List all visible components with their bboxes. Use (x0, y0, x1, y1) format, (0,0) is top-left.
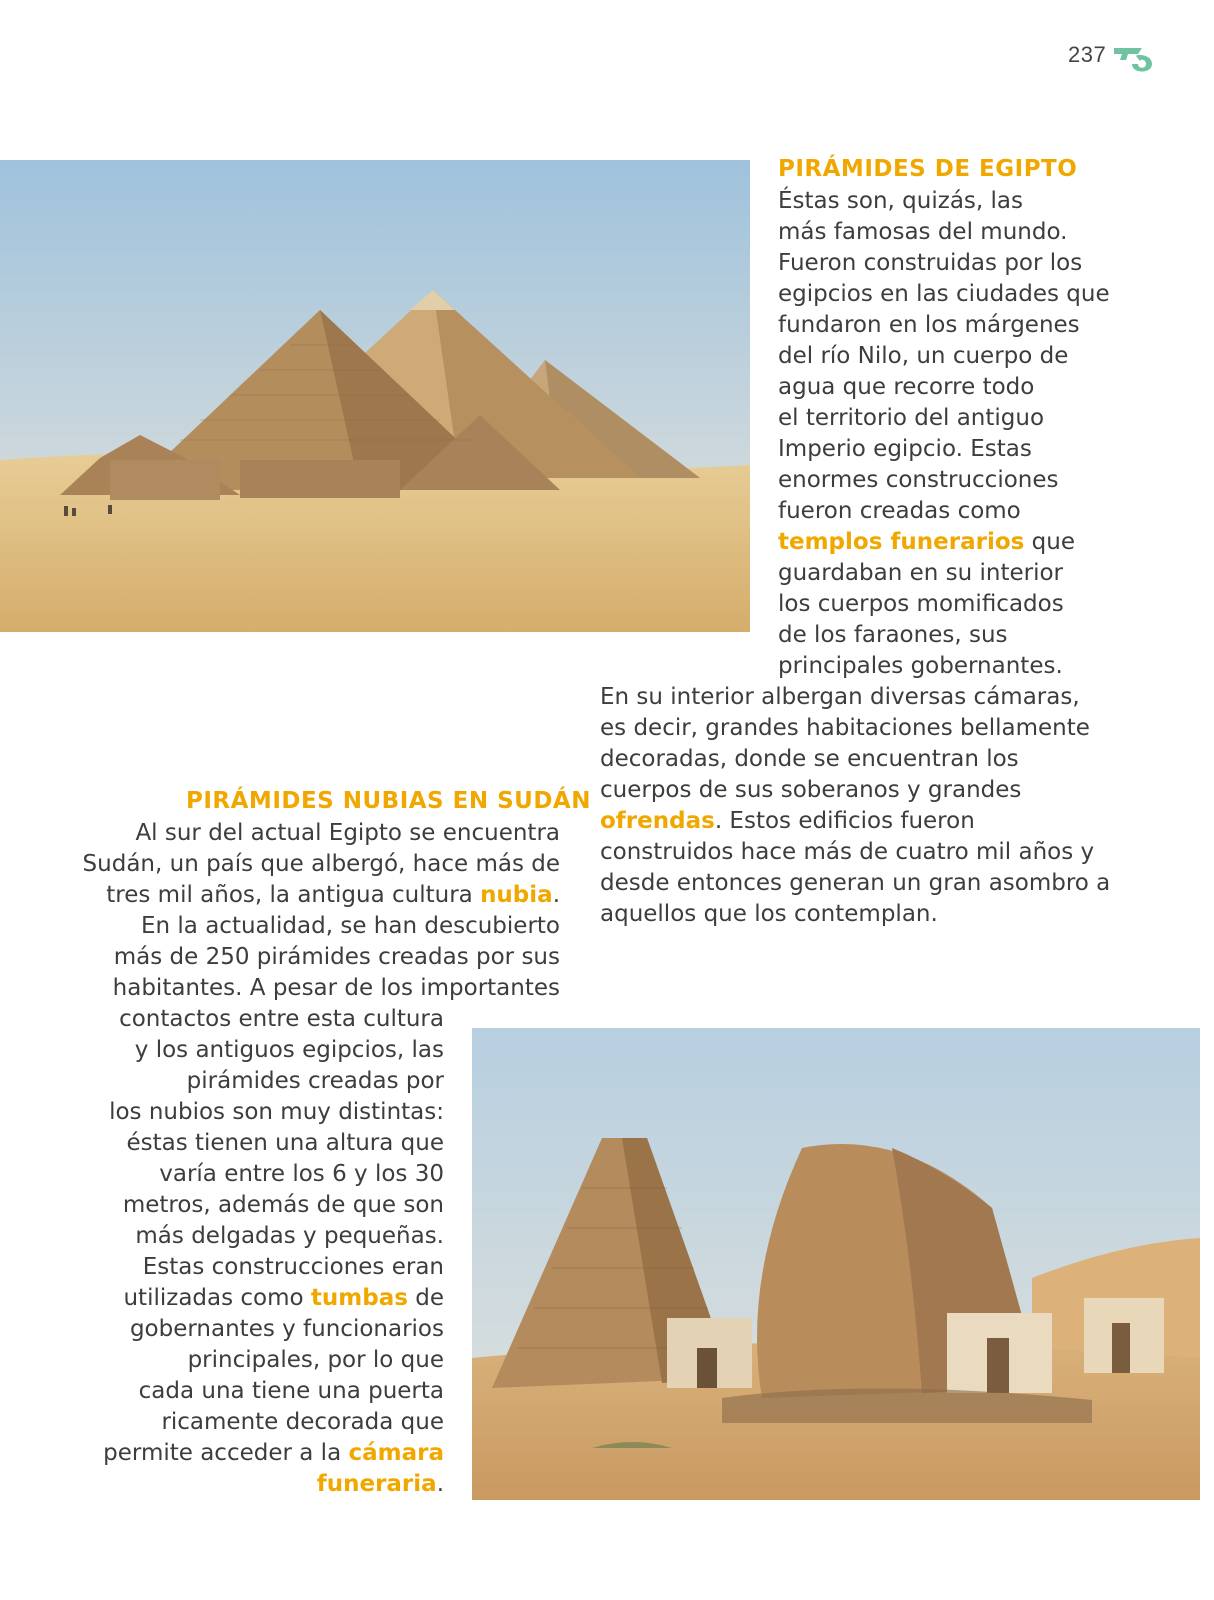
text-line: En la actualidad, se han descubierto (141, 913, 560, 939)
text-line: metros, además de que son (122, 1192, 444, 1218)
text-line: los cuerpos momificados (778, 591, 1064, 617)
keyword-nubia: nubia (480, 882, 553, 908)
keyword-camara: cámara (348, 1440, 444, 1466)
text-line: agua que recorre todo (778, 374, 1035, 400)
text-line: desde entonces generan un gran asombro a (600, 870, 1111, 896)
text-line (778, 527, 1110, 558)
text-line: contactos entre esta cultura (119, 1006, 444, 1032)
text-line (83, 880, 560, 911)
text-line: Estas construcciones eran (142, 1254, 444, 1280)
page-number: 237 (1068, 42, 1107, 67)
text-line: fueron creadas como (778, 498, 1021, 524)
text-line: Al sur del actual Egipto se encuentra (135, 820, 560, 846)
text-line: principales gobernantes. (778, 653, 1063, 679)
text-line: gobernantes y funcionarios (129, 1316, 444, 1342)
text-line: cuerpos de sus soberanos y grandes (600, 777, 1022, 803)
text-line: Fueron construidas por los (778, 250, 1083, 276)
nubia-paragraph-upper (83, 818, 560, 1004)
text-line: el territorio del antiguo (778, 405, 1045, 431)
keyword-templos-funerarios: templos funerarios (778, 529, 1025, 555)
text-fragment: . (436, 1471, 444, 1497)
egypt-paragraph-upper (778, 186, 1110, 682)
text-fragment: utilizadas como (123, 1285, 304, 1311)
publisher-logo-icon (1112, 44, 1154, 76)
text-line: decoradas, donde se encuentran los (600, 746, 1019, 772)
text-line: cada una tiene una puerta (138, 1378, 444, 1404)
text-line: varía entre los 6 y los 30 (159, 1161, 444, 1187)
text-line: enormes construcciones (778, 467, 1059, 493)
egypt-heading: PIRÁMIDES DE EGIPTO (778, 156, 1078, 182)
text-line (103, 1469, 444, 1500)
text-line: éstas tienen una altura que (126, 1130, 444, 1156)
text-line: habitantes. A pesar de los importantes (112, 975, 560, 1001)
text-fragment: tres mil años, la antigua cultura (106, 882, 473, 908)
text-fragment: permite acceder a la (103, 1440, 342, 1466)
text-line: Imperio egipcio. Estas (778, 436, 1032, 462)
keyword-ofrendas: ofrendas (600, 808, 715, 834)
nubia-heading: PIRÁMIDES NUBIAS EN SUDÁN (186, 788, 591, 814)
text-line: más famosas del mundo. (778, 219, 1068, 245)
text-line: los nubios son muy distintas: (109, 1099, 444, 1125)
text-line: de los faraones, sus (778, 622, 1008, 648)
text-fragment: que (1024, 529, 1075, 555)
nubia-paragraph-lower (103, 1004, 444, 1500)
text-line (103, 1283, 444, 1314)
text-line: Sudán, un país que albergó, hace más de (82, 851, 560, 877)
nubian-pyramids-photo (472, 1028, 1200, 1500)
text-line: principales, por lo que (187, 1347, 444, 1373)
text-fragment: . Estos edificios fueron (714, 808, 975, 834)
text-fragment: . (552, 882, 560, 908)
text-line: pirámides creadas por (186, 1068, 444, 1094)
egypt-paragraph-lower (600, 682, 1110, 930)
text-line: del río Nilo, un cuerpo de (778, 343, 1069, 369)
text-line: Éstas son, quizás, las (778, 188, 1023, 214)
text-fragment: de (407, 1285, 444, 1311)
keyword-tumbas: tumbas (310, 1285, 408, 1311)
text-line: más delgadas y pequeñas. (135, 1223, 444, 1249)
text-line (600, 806, 1110, 837)
text-line: ricamente decorada que (161, 1409, 444, 1435)
text-line: construidos hace más de cuatro mil años y (600, 839, 1095, 865)
text-line: guardaban en su interior (778, 560, 1064, 586)
text-line: más de 250 pirámides creadas por sus (113, 944, 560, 970)
text-line: En su interior albergan diversas cámaras, (600, 684, 1080, 710)
text-line: y los antiguos egipcios, las (134, 1037, 444, 1063)
giza-pyramids-photo (0, 160, 750, 632)
text-line: egipcios en las ciudades que (778, 281, 1110, 307)
text-line: aquellos que los contemplan. (600, 901, 938, 927)
text-line: fundaron en los márgenes (778, 312, 1080, 338)
text-line: es decir, grandes habitaciones bellamente (600, 715, 1090, 741)
keyword-funeraria: funeraria (316, 1471, 437, 1497)
text-line (103, 1438, 444, 1469)
